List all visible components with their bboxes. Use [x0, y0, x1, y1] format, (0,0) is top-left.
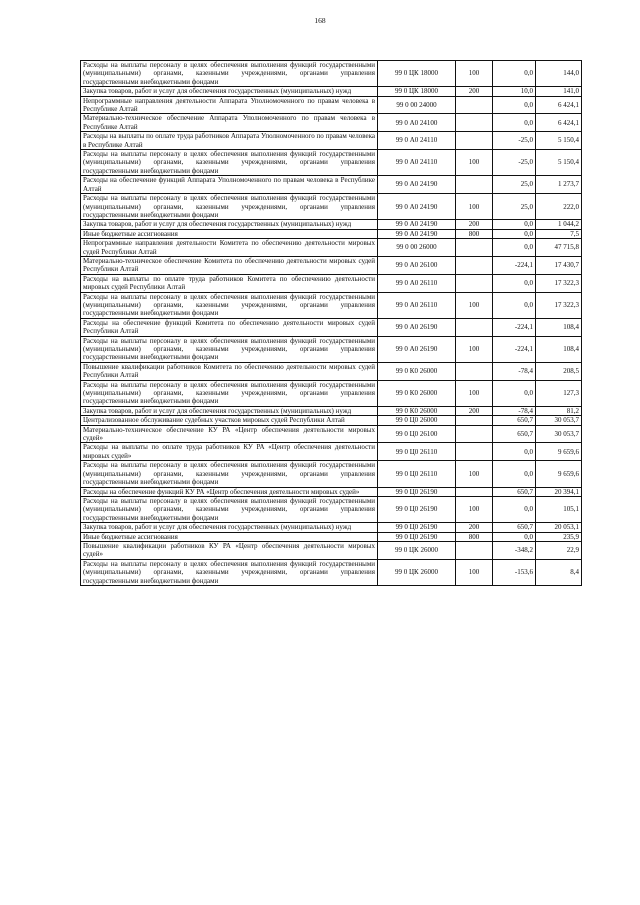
table-row — [81, 443, 582, 461]
row-change-cell: -78,4 — [493, 406, 536, 415]
row-amount-cell: 9 659,6 — [536, 443, 582, 461]
row-code-cell: 99 0 А0 24110 — [378, 132, 456, 150]
row-amount-cell: 235,9 — [536, 532, 582, 541]
row-amount-cell: 127,3 — [536, 380, 582, 406]
row-expense-type-cell: 100 — [456, 496, 493, 522]
row-change-cell: -224,1 — [493, 318, 536, 336]
row-amount-cell: 222,0 — [536, 194, 582, 220]
table-row — [81, 194, 582, 220]
row-expense-type-cell — [456, 256, 493, 274]
budget-table-body — [81, 61, 582, 586]
row-code-cell: 99 0 А0 26110 — [378, 274, 456, 292]
row-change-cell: 0,0 — [493, 96, 536, 114]
row-expense-type-cell — [456, 487, 493, 496]
row-code-cell: 99 0 00 24000 — [378, 96, 456, 114]
row-name-cell: Расходы на выплаты персоналу в целях обеспечения выполнения функций государственными (муниципальными) органами, казенными учреждениями, органами управления государственными внебюджетными фондами — [81, 292, 378, 318]
row-expense-type-cell: 100 — [456, 336, 493, 362]
row-amount-cell: 17 322,3 — [536, 292, 582, 318]
table-row — [81, 362, 582, 380]
row-code-cell: 99 0 К0 26000 — [378, 406, 456, 415]
table-row — [81, 96, 582, 114]
row-change-cell: -224,1 — [493, 256, 536, 274]
row-amount-cell: 6 424,1 — [536, 114, 582, 132]
row-name-cell: Расходы на выплаты персоналу в целях обеспечения выполнения функций государственными (муниципальными) органами, казенными учреждениями, органами управления государственными внебюджетными фондами — [81, 496, 378, 522]
table-row — [81, 461, 582, 487]
table-row — [81, 292, 582, 318]
row-code-cell: 99 0 К0 26000 — [378, 362, 456, 380]
table-row — [81, 132, 582, 150]
row-name-cell: Расходы на выплаты по оплате труда работников КУ РА «Центр обеспечения деятельности мировых судей» — [81, 443, 378, 461]
row-change-cell: -78,4 — [493, 362, 536, 380]
row-amount-cell: 5 150,4 — [536, 132, 582, 150]
row-name-cell: Расходы на обеспечение функций Аппарата Уполномоченного по правам человека в Республике Алтай — [81, 176, 378, 194]
row-expense-type-cell — [456, 362, 493, 380]
row-expense-type-cell — [456, 541, 493, 559]
table-row — [81, 416, 582, 425]
row-code-cell: 99 0 А0 24190 — [378, 176, 456, 194]
row-change-cell: -25,0 — [493, 132, 536, 150]
row-name-cell: Иные бюджетные ассигнования — [81, 532, 378, 541]
row-expense-type-cell — [456, 274, 493, 292]
row-amount-cell: 8,4 — [536, 559, 582, 585]
row-name-cell: Непрограммные направления деятельности Комитета по обеспечению деятельности мировых судей Республики Алтай — [81, 239, 378, 257]
row-code-cell: 99 0 Ц0 26190 — [378, 496, 456, 522]
table-row — [81, 61, 582, 87]
row-amount-cell: 7,5 — [536, 229, 582, 238]
row-amount-cell: 30 053,7 — [536, 416, 582, 425]
table-row — [81, 523, 582, 532]
table-row — [81, 114, 582, 132]
table-row — [81, 496, 582, 522]
table-row — [81, 220, 582, 229]
row-expense-type-cell — [456, 425, 493, 443]
row-expense-type-cell: 100 — [456, 150, 493, 176]
row-expense-type-cell: 200 — [456, 220, 493, 229]
row-amount-cell: 6 424,1 — [536, 96, 582, 114]
row-code-cell: 99 0 ЦК 18000 — [378, 61, 456, 87]
row-change-cell: 0,0 — [493, 274, 536, 292]
row-amount-cell: 22,9 — [536, 541, 582, 559]
row-name-cell: Расходы на выплаты персоналу в целях обеспечения выполнения функций государственными (муниципальными) органами, казенными учреждениями, органами управления государственными внебюджетными фондами — [81, 150, 378, 176]
row-expense-type-cell — [456, 132, 493, 150]
row-change-cell: 0,0 — [493, 220, 536, 229]
row-name-cell: Расходы на выплаты персоналу в целях обеспечения выполнения функций государственными (муниципальными) органами, казенными учреждениями, органами управления государственными внебюджетными фондами — [81, 194, 378, 220]
row-expense-type-cell — [456, 416, 493, 425]
row-expense-type-cell — [456, 239, 493, 257]
row-change-cell: 0,0 — [493, 461, 536, 487]
row-code-cell: 99 0 Ц0 26110 — [378, 461, 456, 487]
row-change-cell: -224,1 — [493, 336, 536, 362]
row-amount-cell: 108,4 — [536, 336, 582, 362]
row-name-cell: Закупка товаров, работ и услуг для обеспечения государственных (муниципальных) нужд — [81, 523, 378, 532]
row-amount-cell: 17 430,7 — [536, 256, 582, 274]
row-change-cell: 0,0 — [493, 292, 536, 318]
row-name-cell: Расходы на выплаты персоналу в целях обеспечения выполнения функций государственными (муниципальными) органами, казенными учреждениями, органами управления государственными внебюджетными фондами — [81, 559, 378, 585]
row-expense-type-cell — [456, 318, 493, 336]
row-amount-cell: 144,0 — [536, 61, 582, 87]
row-amount-cell: 1 273,7 — [536, 176, 582, 194]
row-amount-cell: 30 053,7 — [536, 425, 582, 443]
table-row — [81, 229, 582, 238]
row-amount-cell: 47 715,8 — [536, 239, 582, 257]
row-name-cell: Централизованное обслуживание судебных участков мировых судей Республики Алтай — [81, 416, 378, 425]
table-row — [81, 380, 582, 406]
row-change-cell: 10,0 — [493, 87, 536, 96]
row-name-cell: Расходы на выплаты персоналу в целях обеспечения выполнения функций государственными (муниципальными) органами, казенными учреждениями, органами управления государственными внебюджетными фондами — [81, 461, 378, 487]
row-change-cell: 0,0 — [493, 443, 536, 461]
row-change-cell: 0,0 — [493, 229, 536, 238]
table-row — [81, 532, 582, 541]
row-code-cell: 99 0 А0 24100 — [378, 114, 456, 132]
row-amount-cell: 208,5 — [536, 362, 582, 380]
row-expense-type-cell: 200 — [456, 87, 493, 96]
row-code-cell: 99 0 Ц0 26190 — [378, 532, 456, 541]
row-change-cell: 0,0 — [493, 114, 536, 132]
row-name-cell: Расходы на выплаты по оплате труда работников Аппарата Уполномоченного по правам человека в Республике Алтай — [81, 132, 378, 150]
row-code-cell: 99 0 Ц0 26100 — [378, 425, 456, 443]
row-expense-type-cell: 800 — [456, 229, 493, 238]
row-amount-cell: 141,0 — [536, 87, 582, 96]
table-row — [81, 256, 582, 274]
row-change-cell: 650,7 — [493, 416, 536, 425]
row-code-cell: 99 0 ЦК 26000 — [378, 559, 456, 585]
row-name-cell: Материально-техническое обеспечение Аппарата Уполномоченного по правам человека в Республике Алтай — [81, 114, 378, 132]
row-name-cell: Расходы на выплаты персоналу в целях обеспечения выполнения функций государственными (муниципальными) органами, казенными учреждениями, органами управления государственными внебюджетными фондами — [81, 61, 378, 87]
row-code-cell: 99 0 А0 26190 — [378, 336, 456, 362]
row-code-cell: 99 0 А0 26100 — [378, 256, 456, 274]
row-name-cell: Непрограммные направления деятельности Аппарата Уполномоченного по правам человека в Республике Алтай — [81, 96, 378, 114]
table-row — [81, 425, 582, 443]
row-expense-type-cell: 800 — [456, 532, 493, 541]
row-change-cell: -25,0 — [493, 150, 536, 176]
table-row — [81, 541, 582, 559]
row-code-cell: 99 0 А0 24190 — [378, 229, 456, 238]
row-change-cell: 25,0 — [493, 176, 536, 194]
row-name-cell: Закупка товаров, работ и услуг для обеспечения государственных (муниципальных) нужд — [81, 406, 378, 415]
row-expense-type-cell: 100 — [456, 461, 493, 487]
row-change-cell: 650,7 — [493, 425, 536, 443]
row-code-cell: 99 0 К0 26000 — [378, 380, 456, 406]
budget-table — [80, 60, 582, 586]
row-amount-cell: 81,2 — [536, 406, 582, 415]
row-code-cell: 99 0 Ц0 26190 — [378, 523, 456, 532]
row-amount-cell: 105,1 — [536, 496, 582, 522]
table-row — [81, 406, 582, 415]
table-row — [81, 239, 582, 257]
row-code-cell: 99 0 00 26000 — [378, 239, 456, 257]
row-name-cell: Закупка товаров, работ и услуг для обеспечения государственных (муниципальных) нужд — [81, 220, 378, 229]
row-name-cell: Расходы на выплаты персоналу в целях обеспечения выполнения функций государственными (муниципальными) органами, казенными учреждениями, органами управления государственными внебюджетными фондами — [81, 336, 378, 362]
row-name-cell: Материально-техническое обеспечение Комитета по обеспечению деятельности мировых судей Республики Алтай — [81, 256, 378, 274]
table-row — [81, 87, 582, 96]
table-row — [81, 176, 582, 194]
row-name-cell: Расходы на обеспечение функций КУ РА «Центр обеспечения деятельности мировых судей» — [81, 487, 378, 496]
row-code-cell: 99 0 Ц0 26110 — [378, 443, 456, 461]
row-expense-type-cell: 200 — [456, 406, 493, 415]
row-amount-cell: 1 044,2 — [536, 220, 582, 229]
row-code-cell: 99 0 ЦК 26000 — [378, 541, 456, 559]
row-expense-type-cell — [456, 114, 493, 132]
row-code-cell: 99 0 А0 26190 — [378, 318, 456, 336]
table-row — [81, 336, 582, 362]
table-row — [81, 559, 582, 585]
row-code-cell: 99 0 А0 26110 — [378, 292, 456, 318]
row-expense-type-cell: 100 — [456, 194, 493, 220]
row-change-cell: 0,0 — [493, 496, 536, 522]
row-amount-cell: 108,4 — [536, 318, 582, 336]
row-name-cell: Расходы на выплаты персоналу в целях обеспечения выполнения функций государственными (муниципальными) органами, казенными учреждениями, органами управления государственными внебюджетными фондами — [81, 380, 378, 406]
row-amount-cell: 9 659,6 — [536, 461, 582, 487]
row-expense-type-cell — [456, 176, 493, 194]
row-expense-type-cell: 100 — [456, 292, 493, 318]
row-change-cell: 0,0 — [493, 532, 536, 541]
row-name-cell: Расходы на выплаты по оплате труда работников Комитета по обеспечению деятельности мировых судей Республики Алтай — [81, 274, 378, 292]
row-change-cell: 0,0 — [493, 380, 536, 406]
row-name-cell: Закупка товаров, работ и услуг для обеспечения государственных (муниципальных) нужд — [81, 87, 378, 96]
table-row — [81, 274, 582, 292]
row-change-cell: -348,2 — [493, 541, 536, 559]
row-code-cell: 99 0 А0 24190 — [378, 220, 456, 229]
row-expense-type-cell: 100 — [456, 61, 493, 87]
row-name-cell: Повышение квалификации работников КУ РА «Центр обеспечения деятельности мировых судей» — [81, 541, 378, 559]
row-code-cell: 99 0 Ц0 26000 — [378, 416, 456, 425]
row-change-cell: 650,7 — [493, 523, 536, 532]
row-code-cell: 99 0 А0 24190 — [378, 194, 456, 220]
row-change-cell: 0,0 — [493, 61, 536, 87]
row-amount-cell: 5 150,4 — [536, 150, 582, 176]
page-number: 168 — [314, 16, 326, 25]
row-amount-cell: 20 053,1 — [536, 523, 582, 532]
table-row — [81, 318, 582, 336]
row-change-cell: 650,7 — [493, 487, 536, 496]
row-change-cell: 0,0 — [493, 239, 536, 257]
row-expense-type-cell — [456, 96, 493, 114]
row-expense-type-cell: 100 — [456, 559, 493, 585]
row-name-cell: Повышение квалификации работников Комитета по обеспечению деятельности мировых судей Республики Алтай — [81, 362, 378, 380]
row-amount-cell: 20 394,1 — [536, 487, 582, 496]
row-name-cell: Расходы на обеспечение функций Комитета по обеспечению деятельности мировых судей Республики Алтай — [81, 318, 378, 336]
row-change-cell: -153,6 — [493, 559, 536, 585]
row-code-cell: 99 0 ЦК 18000 — [378, 87, 456, 96]
row-expense-type-cell — [456, 443, 493, 461]
table-row — [81, 150, 582, 176]
row-amount-cell: 17 322,3 — [536, 274, 582, 292]
row-code-cell: 99 0 А0 24110 — [378, 150, 456, 176]
row-change-cell: 25,0 — [493, 194, 536, 220]
row-name-cell: Иные бюджетные ассигнования — [81, 229, 378, 238]
row-code-cell: 99 0 Ц0 26190 — [378, 487, 456, 496]
row-expense-type-cell: 200 — [456, 523, 493, 532]
row-expense-type-cell: 100 — [456, 380, 493, 406]
row-name-cell: Материально-техническое обеспечение КУ РА «Центр обеспечения деятельности мировых судей» — [81, 425, 378, 443]
table-row — [81, 487, 582, 496]
